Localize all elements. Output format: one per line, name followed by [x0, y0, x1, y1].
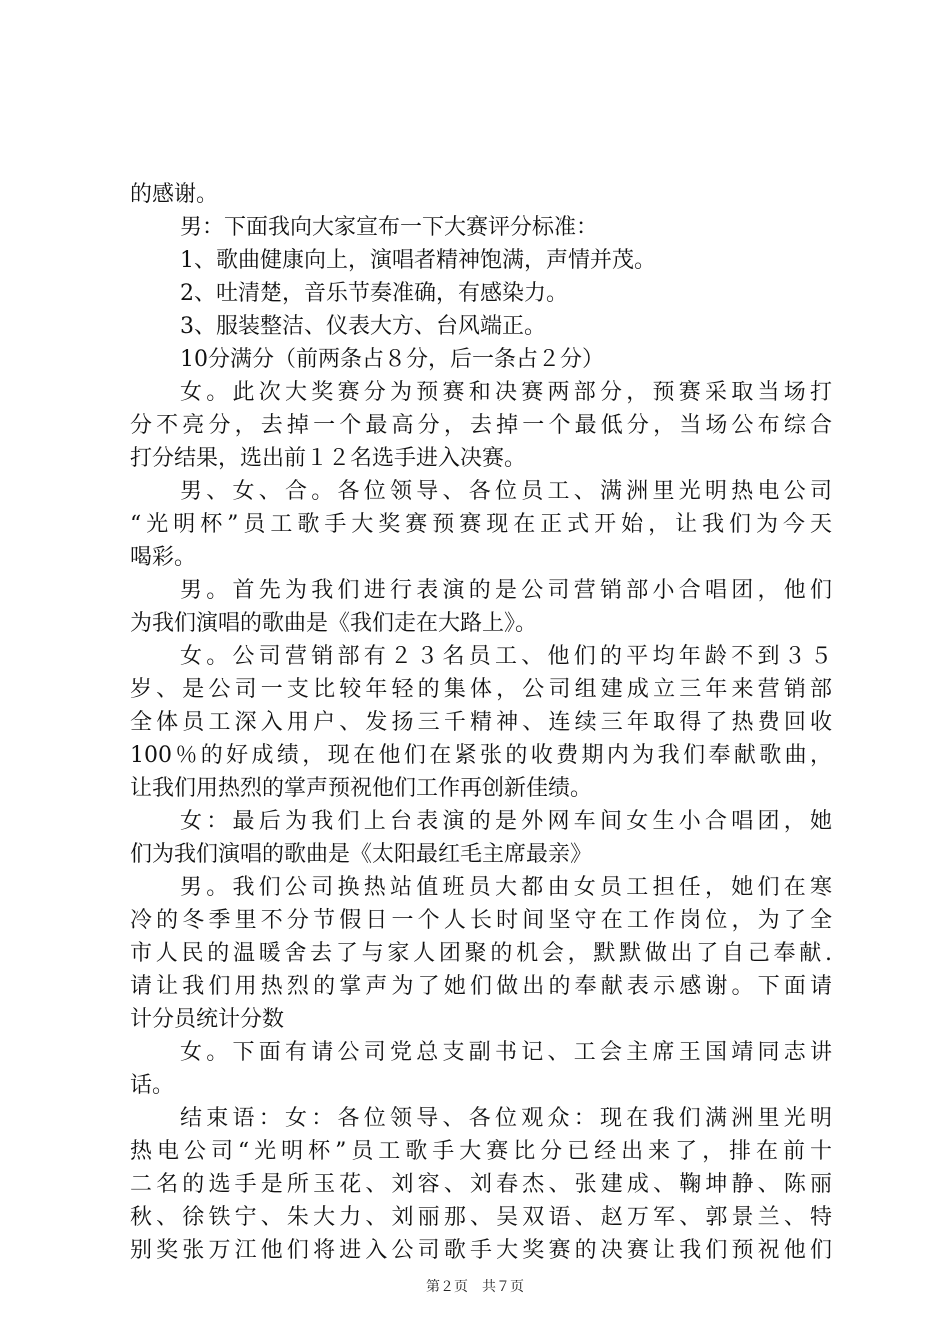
text-line: 市人民的温暖舍去了与家人团聚的机会，默默做出了自己奉献. [130, 941, 832, 966]
text-line: 3、服装整洁、仪表大方、台风端正。 [180, 314, 546, 339]
text-line: 为我们演唱的歌曲是《我们走在大路上》。 [130, 611, 538, 636]
text-line: 话。 [130, 1073, 175, 1098]
text-line: “光明杯”员工歌手大奖赛预赛现在正式开始，让我们为今天 [130, 512, 832, 537]
text-line: 喝彩。 [130, 545, 197, 570]
text-line: 10分满分（前两条占８分，后一条占２分） [180, 347, 604, 372]
text-line: 秋、徐铁宁、朱大力、刘丽那、吴双语、赵万军、郭景兰、特 [130, 1205, 832, 1230]
text-line: 别奖张万江他们将进入公司歌手大奖赛的决赛让我们预祝他们 [130, 1238, 832, 1263]
text-line: 二名的选手是所玉花、刘容、刘春杰、张建成、鞠坤静、陈丽 [130, 1172, 832, 1197]
text-line: 男。我们公司换热站值班员大都由女员工担任，她们在寒 [180, 875, 832, 900]
document-body [130, 178, 832, 1267]
text-line: 分不亮分，去掉一个最高分，去掉一个最低分，当场公布综合 [130, 413, 832, 438]
text-line: 女。此次大奖赛分为预赛和决赛两部分，预赛采取当场打 [180, 380, 832, 405]
text-line: 让我们用热烈的掌声预祝他们工作再创新佳绩。 [130, 776, 593, 801]
text-line: 100％的好成绩，现在他们在紧张的收费期内为我们奉献歌曲， [130, 743, 832, 768]
text-line: 计分员统计分数 [130, 1007, 285, 1032]
text-line: 2、吐清楚，音乐节奏准确，有感染力。 [180, 281, 568, 306]
text-line: 全体员工深入用户、发扬三千精神、连续三年取得了热费回收 [130, 710, 832, 735]
text-line: 女。下面有请公司党总支副书记、工会主席王国靖同志讲 [180, 1040, 832, 1065]
text-line: 女：最后为我们上台表演的是外网车间女生小合唱团，她 [180, 809, 832, 834]
text-line: 冷的冬季里不分节假日一个人长时间坚守在工作岗位，为了全 [130, 908, 832, 933]
page-footer: 第２页 共７页 [426, 1279, 524, 1295]
text-line: 女。公司营销部有２３名员工、他们的平均年龄不到３５ [180, 644, 832, 669]
text-line: 岁、是公司一支比较年轻的集体，公司组建成立三年来营销部 [130, 677, 832, 702]
text-line: 男、女、合。各位领导、各位员工、满洲里光明热电公司 [180, 479, 832, 504]
text-line: 的感谢。 [130, 182, 219, 207]
text-line: 热电公司“光明杯”员工歌手大赛比分已经出来了，排在前十 [130, 1139, 832, 1164]
text-line: 打分结果，选出前１２名选手进入决赛。 [130, 446, 527, 471]
text-line: 们为我们演唱的歌曲是《太阳最红毛主席最亲》 [130, 842, 593, 867]
text-line: 男：下面我向大家宣布一下大赛评分标准： [180, 215, 599, 240]
text-line: 男。首先为我们进行表演的是公司营销部小合唱团，他们 [180, 578, 832, 603]
text-line: 请让我们用热烈的掌声为了她们做出的奉献表示感谢。下面请 [130, 974, 832, 999]
text-line: 结束语：女：各位领导、各位观众：现在我们满洲里光明 [180, 1106, 832, 1131]
text-line: 1、歌曲健康向上，演唱者精神饱满，声情并茂。 [180, 248, 656, 273]
